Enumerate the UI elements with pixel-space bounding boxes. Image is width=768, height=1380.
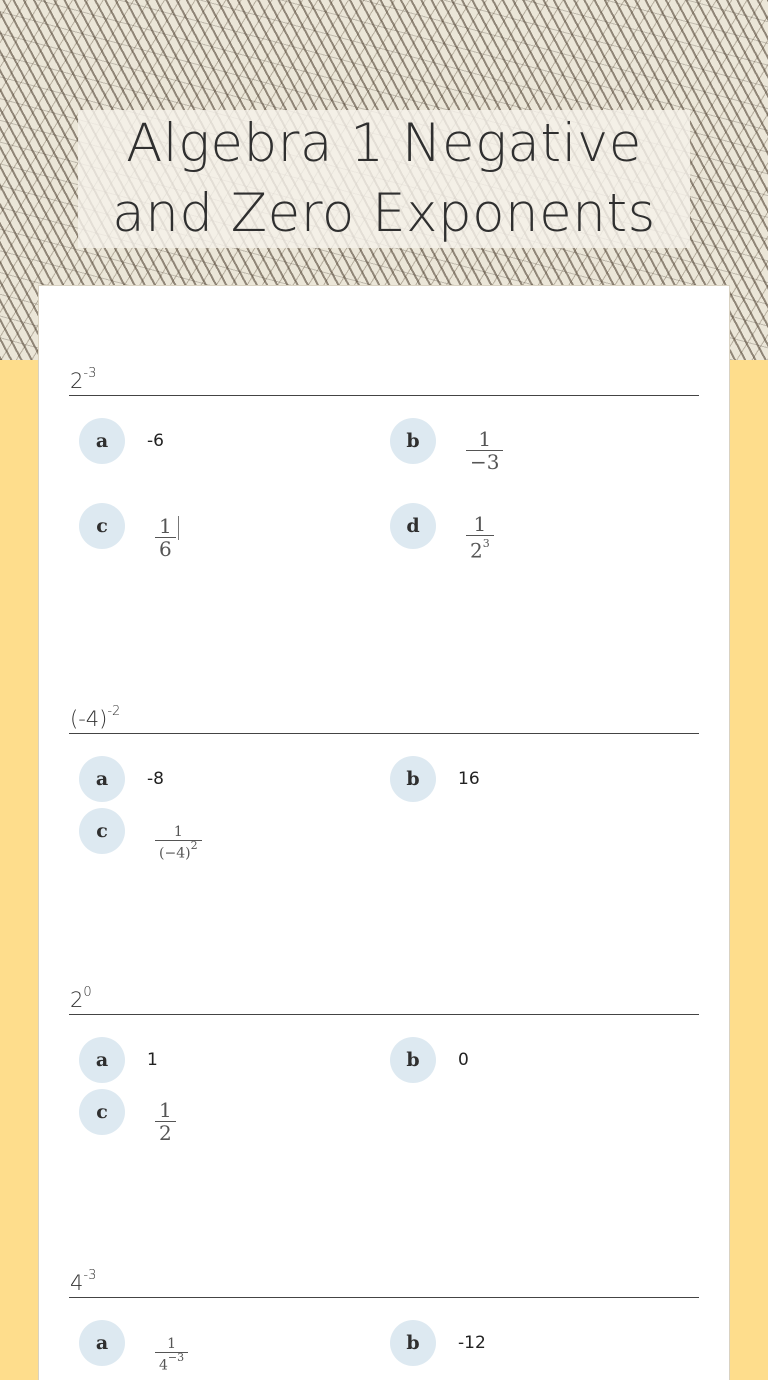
fraction-denominator: 2 xyxy=(155,1121,176,1144)
option-letter-badge[interactable]: b xyxy=(390,418,436,464)
denominator-base: 2 xyxy=(470,538,483,563)
option-3c[interactable] xyxy=(79,1089,176,1144)
question-prompt xyxy=(69,1261,699,1298)
fraction-denominator: 6 xyxy=(155,537,176,560)
option-2b[interactable] xyxy=(390,756,480,802)
option-letter-badge[interactable]: b xyxy=(390,756,436,802)
question-base: 2 xyxy=(70,988,84,1012)
denominator-base: 4 xyxy=(159,1357,168,1374)
fraction-numerator: 1 xyxy=(478,427,492,451)
fraction-denominator xyxy=(155,840,202,862)
fraction xyxy=(466,513,494,562)
option-answer xyxy=(458,512,494,563)
question-base: 4 xyxy=(70,1271,84,1295)
question-4 xyxy=(69,1261,699,1298)
question-prompt xyxy=(69,978,699,1015)
question-exponent: -3 xyxy=(83,1268,97,1283)
question-exponent: -3 xyxy=(83,366,97,381)
option-3a[interactable] xyxy=(79,1037,158,1083)
text-cursor xyxy=(178,516,179,540)
worksheet xyxy=(38,285,730,1380)
fraction xyxy=(155,1099,176,1144)
option-1d[interactable] xyxy=(390,503,494,562)
option-4b[interactable] xyxy=(390,1320,486,1366)
option-1b[interactable] xyxy=(390,418,503,473)
question-base: (-4) xyxy=(70,707,108,731)
fraction-numerator: 1 xyxy=(173,824,183,840)
option-letter-badge[interactable]: c xyxy=(79,1089,125,1135)
option-letter-badge[interactable]: a xyxy=(79,756,125,802)
option-answer xyxy=(147,1098,176,1145)
option-answer xyxy=(458,427,503,474)
option-answer: 16 xyxy=(458,769,480,789)
option-3b[interactable] xyxy=(390,1037,469,1083)
option-answer xyxy=(147,516,179,560)
fraction xyxy=(155,824,202,862)
option-letter-badge[interactable]: b xyxy=(390,1037,436,1083)
fraction-denominator xyxy=(466,535,494,562)
option-1a[interactable] xyxy=(79,418,164,464)
option-answer xyxy=(147,1333,188,1374)
question-prompt xyxy=(69,359,699,396)
page-title: Algebra 1 Negative and Zero Exponents xyxy=(112,113,656,244)
fraction-numerator: 1 xyxy=(473,512,487,536)
option-letter-badge[interactable]: a xyxy=(79,1320,125,1366)
option-letter-badge[interactable]: a xyxy=(79,1037,125,1083)
question-2 xyxy=(69,697,699,734)
fraction-numerator: 1 xyxy=(167,1336,177,1352)
option-answer xyxy=(147,821,202,862)
question-1 xyxy=(69,359,699,396)
fraction-denominator: −3 xyxy=(466,450,503,473)
option-2c[interactable] xyxy=(79,808,202,862)
denominator-exponent: −3 xyxy=(167,1351,185,1364)
denominator-exponent: 3 xyxy=(482,537,490,550)
option-1c[interactable] xyxy=(79,503,179,560)
question-base: 2 xyxy=(70,369,84,393)
fraction-numerator: 1 xyxy=(159,514,172,538)
denominator-exponent: 2 xyxy=(190,839,198,852)
option-answer: -8 xyxy=(147,769,164,789)
question-3 xyxy=(69,978,699,1015)
option-letter-badge[interactable]: a xyxy=(79,418,125,464)
fraction-numerator: 1 xyxy=(159,1098,172,1122)
option-letter-badge[interactable]: d xyxy=(390,503,436,549)
fraction-denominator xyxy=(155,1352,188,1374)
option-answer: -6 xyxy=(147,431,164,451)
question-prompt xyxy=(69,697,699,734)
question-exponent: 0 xyxy=(83,985,92,1000)
option-letter-badge[interactable]: c xyxy=(79,808,125,854)
question-exponent: -2 xyxy=(107,704,121,719)
option-letter-badge[interactable]: c xyxy=(79,503,125,549)
fraction xyxy=(466,428,503,473)
option-answer: 0 xyxy=(458,1050,469,1070)
option-answer: -12 xyxy=(458,1333,486,1353)
title-box xyxy=(78,110,690,248)
option-2a[interactable] xyxy=(79,756,164,802)
option-letter-badge[interactable]: b xyxy=(390,1320,436,1366)
denominator-base: (−4) xyxy=(159,845,191,862)
option-answer: 1 xyxy=(147,1050,158,1070)
option-4a[interactable] xyxy=(79,1320,188,1374)
fraction xyxy=(155,1336,188,1374)
fraction xyxy=(155,515,176,560)
